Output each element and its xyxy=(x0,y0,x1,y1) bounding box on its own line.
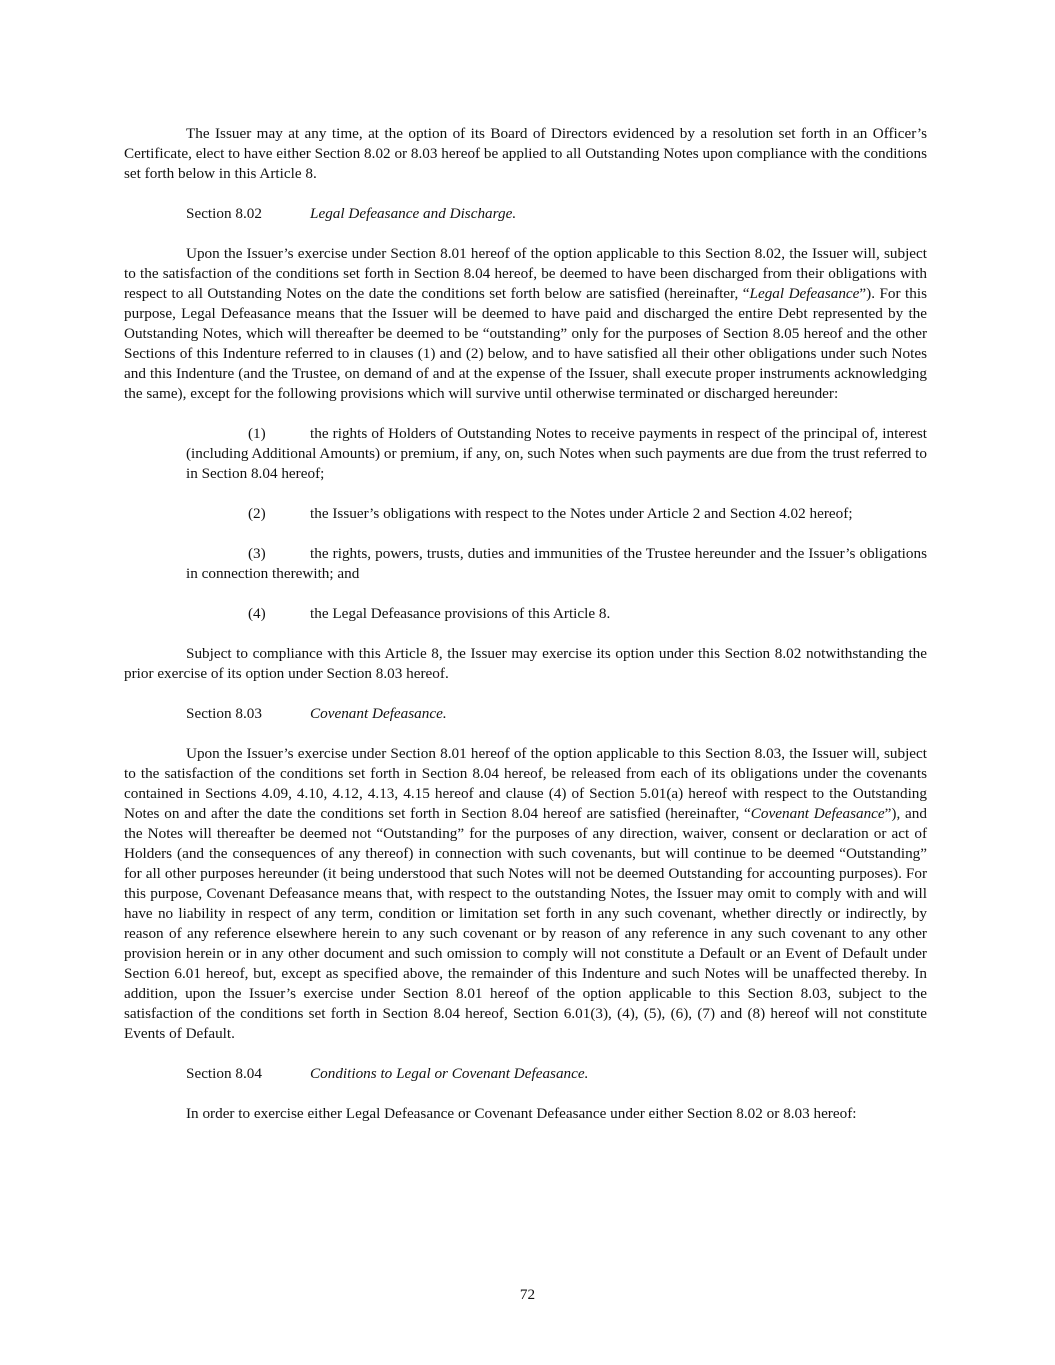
section-title: Covenant Defeasance. xyxy=(310,705,447,722)
clause-item xyxy=(248,604,927,624)
clause-number: (3) xyxy=(248,545,266,562)
section-title: Conditions to Legal or Covenant Defeasance. xyxy=(310,1065,589,1082)
defined-term: Legal Defeasance xyxy=(749,285,860,302)
clause-number: (1) xyxy=(248,425,266,442)
section-number: Section 8.02 xyxy=(186,205,262,222)
clause-text: the rights of Holders of Outstanding Notes to receive payments in respect of the principal of, interest (including Additional Amounts) or premium, if any, on, such Notes when such payments are due from the trust referred to in Section 8.04 hereof; xyxy=(186,425,927,482)
page-number: 72 xyxy=(519,1286,536,1303)
clause-item xyxy=(186,544,927,584)
clause-item xyxy=(248,504,927,524)
clause-text: the Legal Defeasance provisions of this Article 8. xyxy=(310,605,611,622)
clause-number: (4) xyxy=(248,605,266,622)
clause-item xyxy=(186,424,927,484)
section-8-03-body: Upon the Issuer’s exercise under Section 8.01 hereof of the option applicable to this Section 8.03, the Issuer will, subject to the satisfaction of the conditions set forth in Section 8.04 hereof, be released from each of its obligations under the covenants contained in Sections 4.09, 4.10, 4.12, 4.13, 4.15 hereof and clause (4) of Section 5.01(a) hereof with respect to the Outstanding Notes on and after the date the conditions set forth in Section 8.04 hereof are satisfied (hereinafter, “Covenant Defeasance”), and the Notes will thereafter be deemed not “Outstanding” for the purposes of any direction, waiver, consent or declaration or act of Holders (and the consequences of any thereof) in connection with such covenants, but will continue to be deemed “Outstanding” for all other purposes hereunder (it being understood that such Notes will not be deemed Outstanding for accounting purposes). For this purpose, Covenant Defeasance means that, with respect to the outstanding Notes, the Issuer may omit to comply with and will have no liability in respect of any term, condition or limitation set forth in any such covenant, whether directly or indirectly, by reason of any reference elsewhere herein to any such covenant or by reason of any reference in any such covenant to any other provision herein or in any other document and such omission to comply will not constitute a Default or an Event of Default under Section 6.01 hereof, but, except as specified above, the remainder of this Indenture and such Notes will be unaffected thereby. In addition, upon the Issuer’s exercise under Section 8.01 hereof of the option applicable to this Section 8.03, subject to the satisfaction of the conditions set forth in Section 8.04 hereof, Section 6.01(3), (4), (5), (6), (7) and (8) hereof will not constitute Events of Default. xyxy=(124,745,927,1042)
section-8-04-heading xyxy=(186,1064,927,1084)
clause-text: the rights, powers, trusts, duties and immunities of the Trustee hereunder and the Issuer’s obligations in connection therewith; and xyxy=(186,545,927,582)
clause-number: (2) xyxy=(248,505,266,522)
section-8-03-heading xyxy=(186,704,927,724)
section-8-04-body: In order to exercise either Legal Defeasance or Covenant Defeasance under either Section 8.02 or 8.03 hereof: xyxy=(186,1105,857,1122)
section-number: Section 8.04 xyxy=(186,1065,262,1082)
section-number: Section 8.03 xyxy=(186,705,262,722)
defined-term: Covenant Defeasance xyxy=(750,805,885,822)
section-8-02-heading xyxy=(186,204,927,224)
clause-text: the Issuer’s obligations with respect to the Notes under Article 2 and Section 4.02 hereof; xyxy=(310,505,853,522)
section-title: Legal Defeasance and Discharge. xyxy=(310,205,517,222)
document-page xyxy=(124,124,927,1144)
section-8-02-closing: Subject to compliance with this Article 8, the Issuer may exercise its option under this Section 8.02 notwithstanding the prior exercise of its option under Section 8.03 hereof. xyxy=(124,645,927,682)
intro-paragraph: The Issuer may at any time, at the option of its Board of Directors evidenced by a resolution set forth in an Officer’s Certificate, elect to have either Section 8.02 or 8.03 hereof be applied to all Outstanding Notes upon compliance with the conditions set forth below in this Article 8. xyxy=(124,125,927,182)
section-8-02-body: Upon the Issuer’s exercise under Section 8.01 hereof of the option applicable to this Section 8.02, the Issuer will, subject to the satisfaction of the conditions set forth in Section 8.04 hereof, be deemed to have been discharged from their obligations with respect to all Outstanding Notes on the date the conditions set forth below are satisfied (hereinafter, “Legal Defeasance”). For this purpose, Legal Defeasance means that the Issuer will be deemed to have paid and discharged the entire Debt represented by the Outstanding Notes, which will thereafter be deemed to be “outstanding” only for the purposes of Section 8.05 hereof and the other Sections of this Indenture referred to in clauses (1) and (2) below, and to have satisfied all their other obligations under such Notes and this Indenture (and the Trustee, on demand of and at the expense of the Issuer, shall execute proper instruments acknowledging the same), except for the following provisions which will survive until otherwise terminated or discharged hereunder: xyxy=(124,245,928,402)
